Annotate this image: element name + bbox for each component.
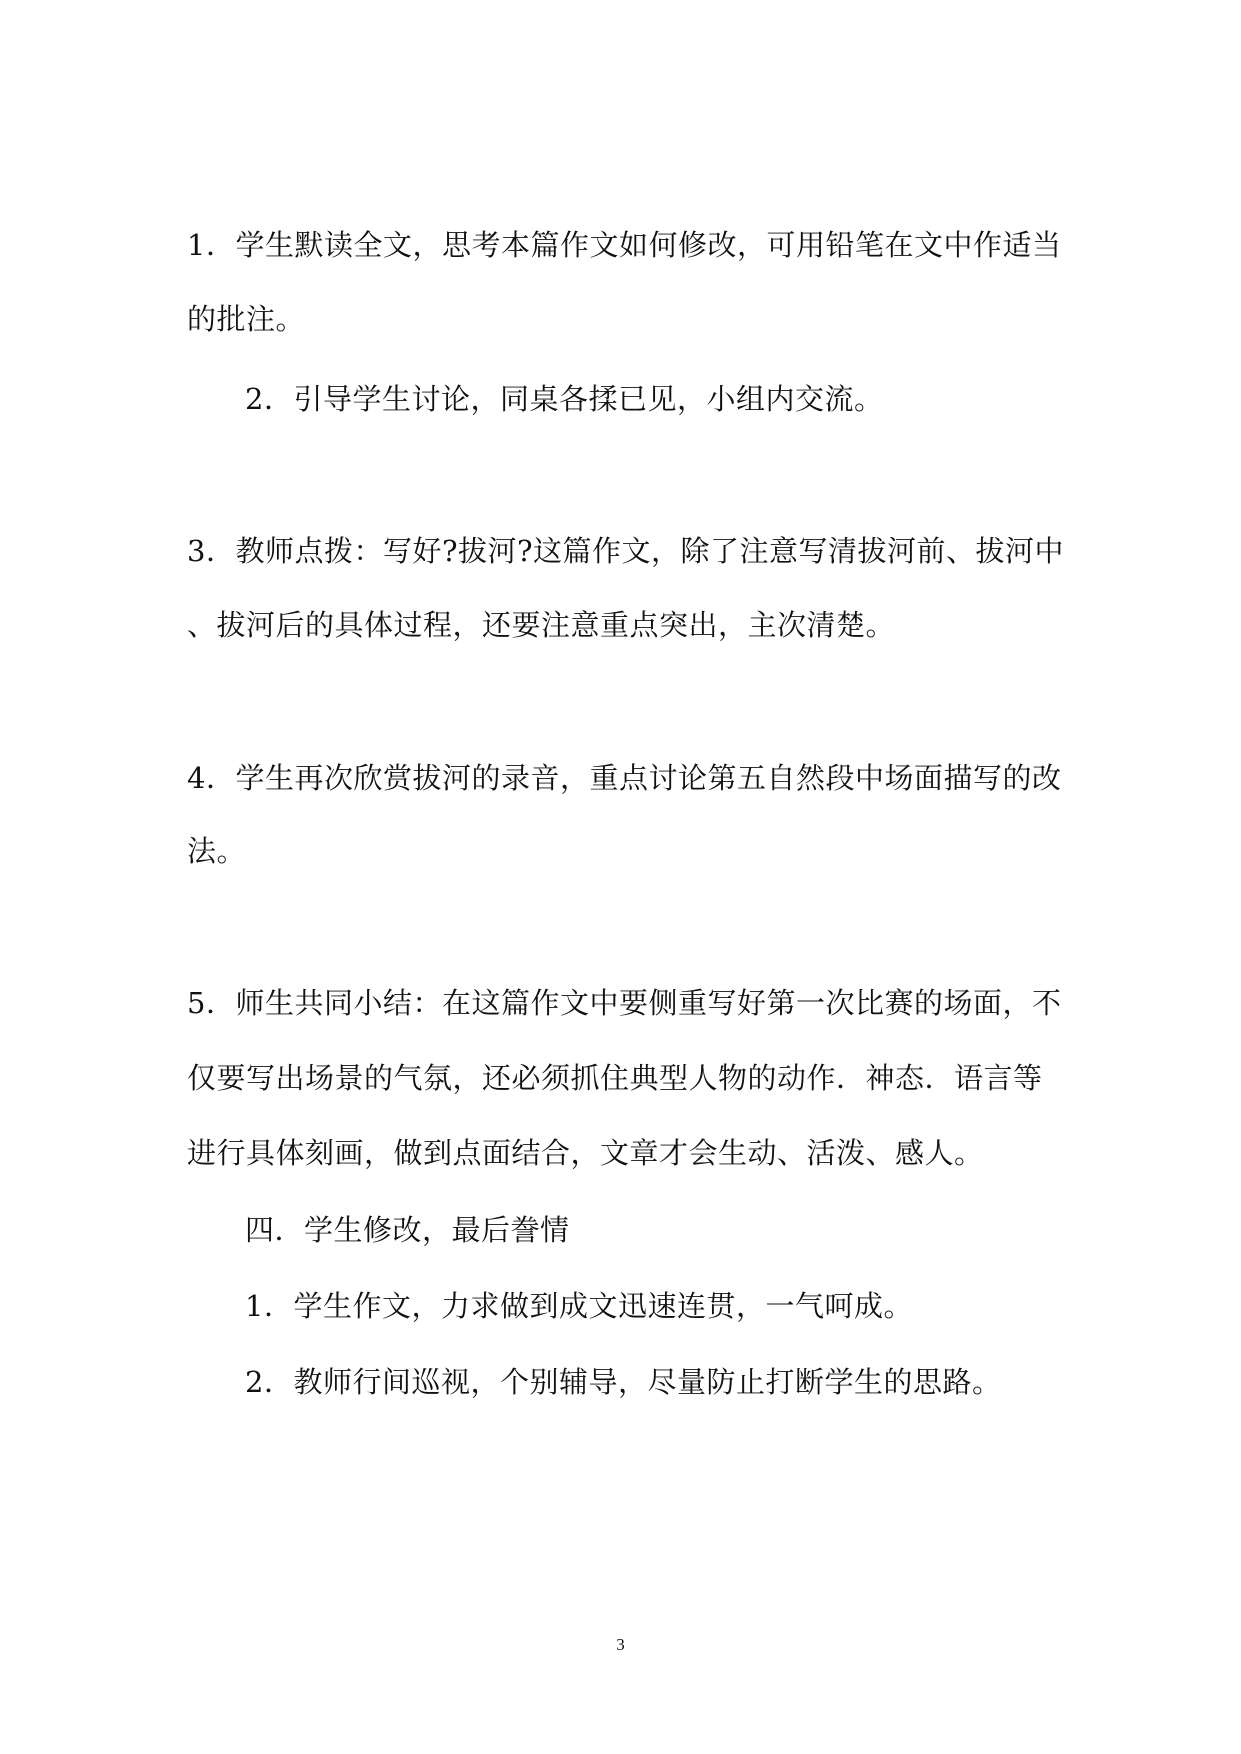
text-line-6: 4．学生再次欣赏拔河的录音，重点讨论第五自然段中场面描写的改 [187, 761, 1062, 795]
text-line-7: 法。 [187, 834, 247, 868]
text-line-12: 1．学生作文，力求做到成文迅速连贯，一气呵成。 [245, 1289, 913, 1323]
text-line-1: 1．学生默读全文，思考本篇作文如何修改，可用铅笔在文中作适当 [187, 228, 1062, 262]
text-line-5: 、拔河后的具体过程，还要注意重点突出，主次清楚。 [187, 608, 896, 642]
text-line-3: 2．引导学生讨论，同桌各揉已见，小组内交流。 [245, 382, 884, 416]
page-number: 3 [616, 1635, 625, 1654]
text-line-4: 3．教师点拨：写好?拔河?这篇作文，除了注意写清拔河前、拔河中 [187, 534, 1065, 568]
text-line-9: 仅要写出场景的气氛，还必须抓住典型人物的动作．神态．语言等 [187, 1061, 1043, 1095]
text-line-2: 的批注。 [187, 302, 306, 336]
text-line-13: 2．教师行间巡视，个别辅导，尽量防止打断学生的思路。 [245, 1365, 1002, 1399]
text-line-10: 进行具体刻画，做到点面结合，文章才会生动、活泼、感人。 [187, 1136, 984, 1170]
section-heading: 四．学生修改，最后誊情 [245, 1213, 570, 1247]
text-line-8: 5．师生共同小结：在这篇作文中要侧重写好第一次比赛的场面，不 [187, 986, 1062, 1020]
